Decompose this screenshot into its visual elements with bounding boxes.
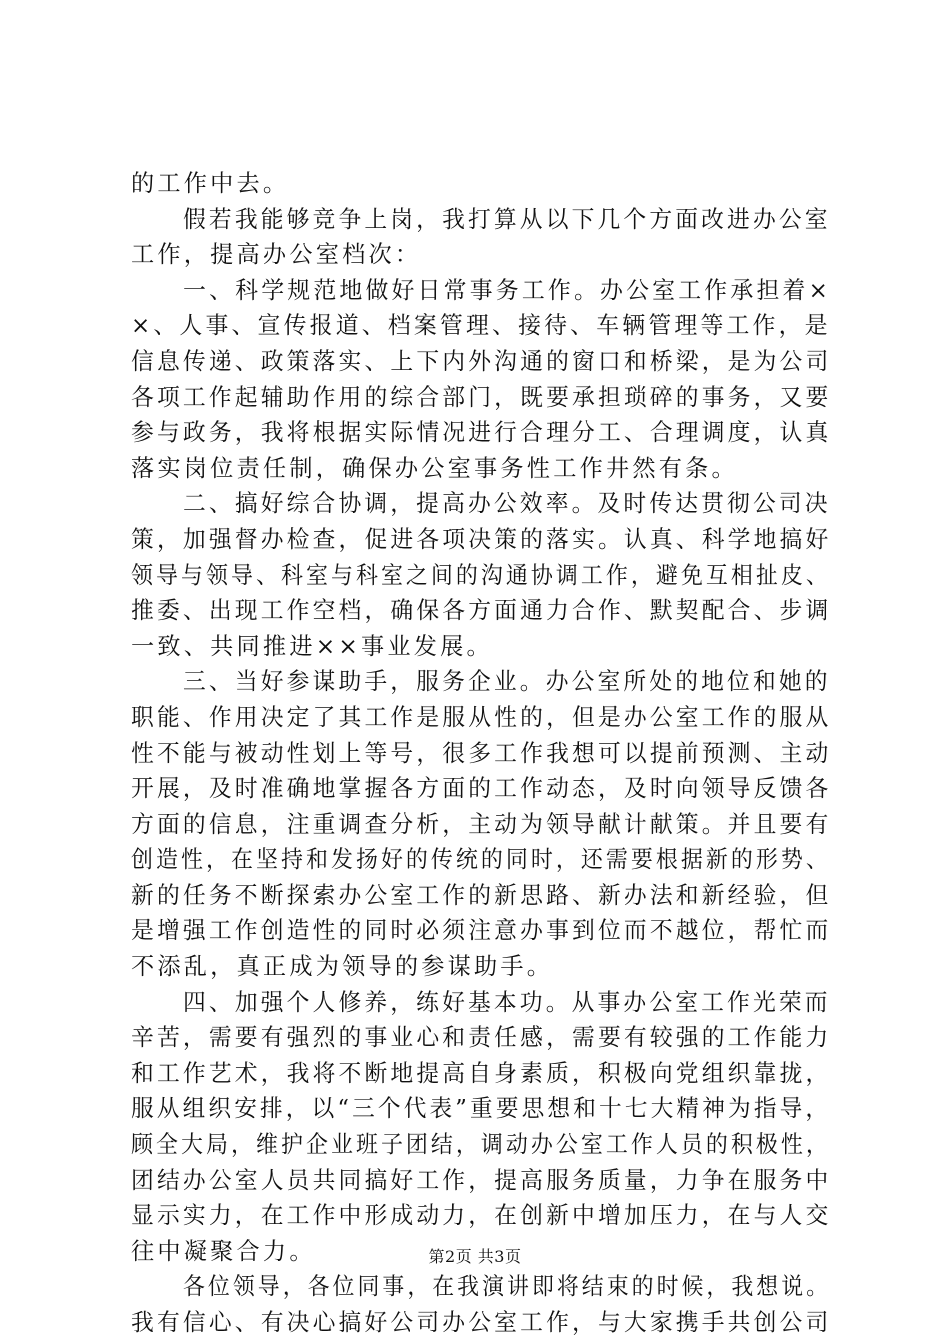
text-line: 一致、共同推进××事业发展。 (131, 632, 493, 660)
text-line: 一、科学规范地做好日常事务工作。办公室工作承担着× (183, 276, 831, 304)
text-line: 辛苦，需要有强烈的事业心和责任感，需要有较强的工作能力 (131, 1024, 832, 1052)
text-line: 服从组织安排，以“三个代表”重要思想和十七大精神为指导， (131, 1095, 832, 1123)
text-line: 创造性，在坚持和发扬好的传统的同时，还需要根据新的形势、 (131, 846, 831, 874)
page-footer: 第2页 共3页 (428, 1247, 522, 1266)
document-body (131, 166, 831, 1341)
text-line: 性不能与被动性划上等号，很多工作我想可以提前预测、主动 (131, 739, 832, 767)
text-line: 方面的信息，注重调查分析，主动为领导献计献策。并且要有 (131, 810, 832, 838)
text-line: 信息传递、政策落实、上下内外沟通的窗口和桥梁，是为公司 (131, 347, 832, 375)
text-line: 不添乱，真正成为领导的参谋助手。 (131, 953, 554, 981)
text-line: 我有信心、有决心搞好公司办公室工作，与大家携手共创公司 (131, 1309, 832, 1336)
text-line: 和工作艺术，我将不断地提高自身素质，积极向党组织靠拢， (131, 1059, 832, 1087)
text-line: 二、搞好综合协调，提高办公效率。及时传达贯彻公司决 (183, 490, 831, 518)
text-line: 是增强工作创造性的同时必须注意办事到位而不越位，帮忙而 (131, 917, 832, 945)
text-line: 参与政务，我将根据实际情况进行合理分工、合理调度，认真 (131, 419, 832, 447)
text-line: 各位领导，各位同事，在我演讲即将结束的时候，我想说。 (183, 1273, 832, 1301)
text-line: 四、加强个人修养，练好基本功。从事办公室工作光荣而 (183, 988, 831, 1016)
text-line: 落实岗位责任制，确保办公室事务性工作井然有条。 (131, 454, 738, 482)
text-line: 顾全大局，维护企业班子团结，调动办公室工作人员的积极性， (131, 1131, 831, 1159)
text-line: 工作，提高办公室档次： (131, 241, 422, 269)
text-line: 推委、出现工作空档，确保各方面通力合作、默契配合、步调 (131, 597, 832, 625)
text-line: 各项工作起辅助作用的综合部门，既要承担琐碎的事务，又要 (131, 383, 832, 411)
text-line: 职能、作用决定了其工作是服从性的，但是办公室工作的服从 (131, 703, 832, 731)
text-line: 开展，及时准确地掌握各方面的工作动态，及时向领导反馈各 (131, 775, 832, 803)
text-line: 领导与领导、科室与科室之间的沟通协调工作，避免互相扯皮、 (131, 561, 831, 589)
text-line: 三、当好参谋助手，服务企业。办公室所处的地位和她的 (183, 668, 831, 696)
text-line: 往中凝聚合力。 (131, 1237, 316, 1265)
text-line: 显示实力，在工作中形成动力，在创新中增加压力，在与人交 (131, 1202, 832, 1230)
text-line: 策，加强督办检查，促进各项决策的落实。认真、科学地搞好 (131, 525, 832, 553)
text-line: 新的任务不断探索办公室工作的新思路、新办法和新经验，但 (131, 881, 832, 909)
text-line: 团结办公室人员共同搞好工作，提高服务质量，力争在服务中 (131, 1166, 832, 1194)
text-line: 的工作中去。 (131, 170, 290, 197)
text-line: 假若我能够竞争上岗，我打算从以下几个方面改进办公室 (183, 205, 831, 233)
text-line: ×、人事、宣传报道、档案管理、接待、车辆管理等工作，是 (131, 312, 831, 340)
